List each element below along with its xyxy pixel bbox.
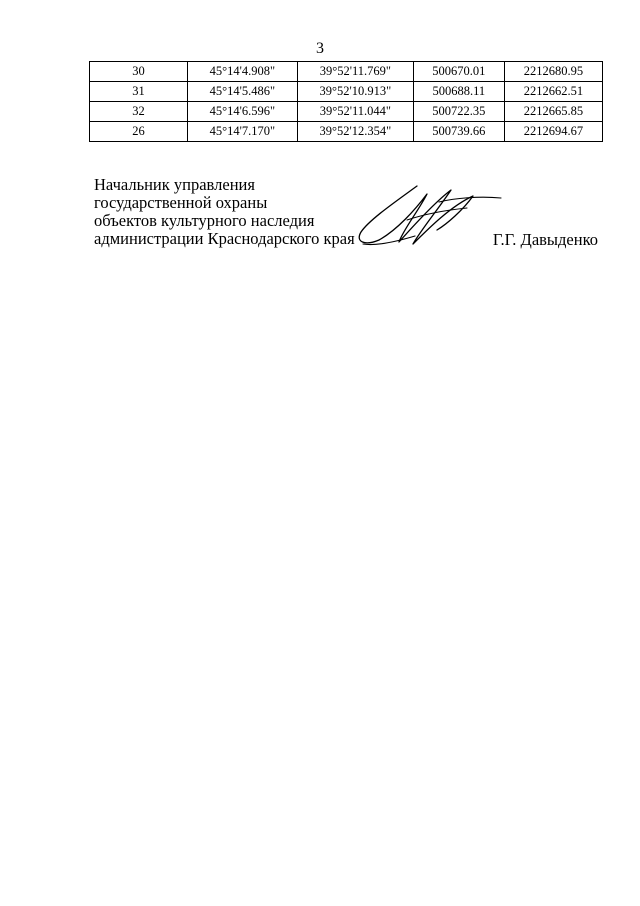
x-coordinate-cell: 500722.35 — [413, 102, 504, 122]
latitude-cell: 45°14'6.596" — [187, 102, 297, 122]
latitude-cell: 45°14'4.908" — [187, 62, 297, 82]
longitude-cell: 39°52'11.769" — [297, 62, 413, 82]
coordinates-table — [89, 61, 603, 142]
position-line: государственной охраны — [94, 193, 268, 212]
table-row — [90, 122, 603, 142]
longitude-cell: 39°52'12.354" — [297, 122, 413, 142]
longitude-cell: 39°52'10.913" — [297, 82, 413, 102]
position-line: администрации Краснодарского края — [94, 229, 355, 248]
y-coordinate-cell: 2212694.67 — [504, 122, 602, 142]
point-number-cell: 32 — [90, 102, 188, 122]
longitude-cell: 39°52'11.044" — [297, 102, 413, 122]
signatory-position — [94, 176, 355, 248]
point-number-cell: 26 — [90, 122, 188, 142]
latitude-cell: 45°14'7.170" — [187, 122, 297, 142]
x-coordinate-cell: 500688.11 — [413, 82, 504, 102]
position-line: объектов культурного наследия — [94, 211, 315, 230]
table-row — [90, 102, 603, 122]
signer-name: Г.Г. Давыденко — [492, 230, 598, 249]
y-coordinate-cell: 2212665.85 — [504, 102, 602, 122]
y-coordinate-cell: 2212680.95 — [504, 62, 602, 82]
point-number-cell: 30 — [90, 62, 188, 82]
table-row — [90, 82, 603, 102]
page-number: 3 — [316, 40, 324, 57]
y-coordinate-cell: 2212662.51 — [504, 82, 602, 102]
handwritten-signature — [355, 180, 505, 255]
latitude-cell: 45°14'5.486" — [187, 82, 297, 102]
position-line: Начальник управления — [94, 175, 255, 194]
x-coordinate-cell: 500739.66 — [413, 122, 504, 142]
point-number-cell: 31 — [90, 82, 188, 102]
table-row — [90, 62, 603, 82]
x-coordinate-cell: 500670.01 — [413, 62, 504, 82]
